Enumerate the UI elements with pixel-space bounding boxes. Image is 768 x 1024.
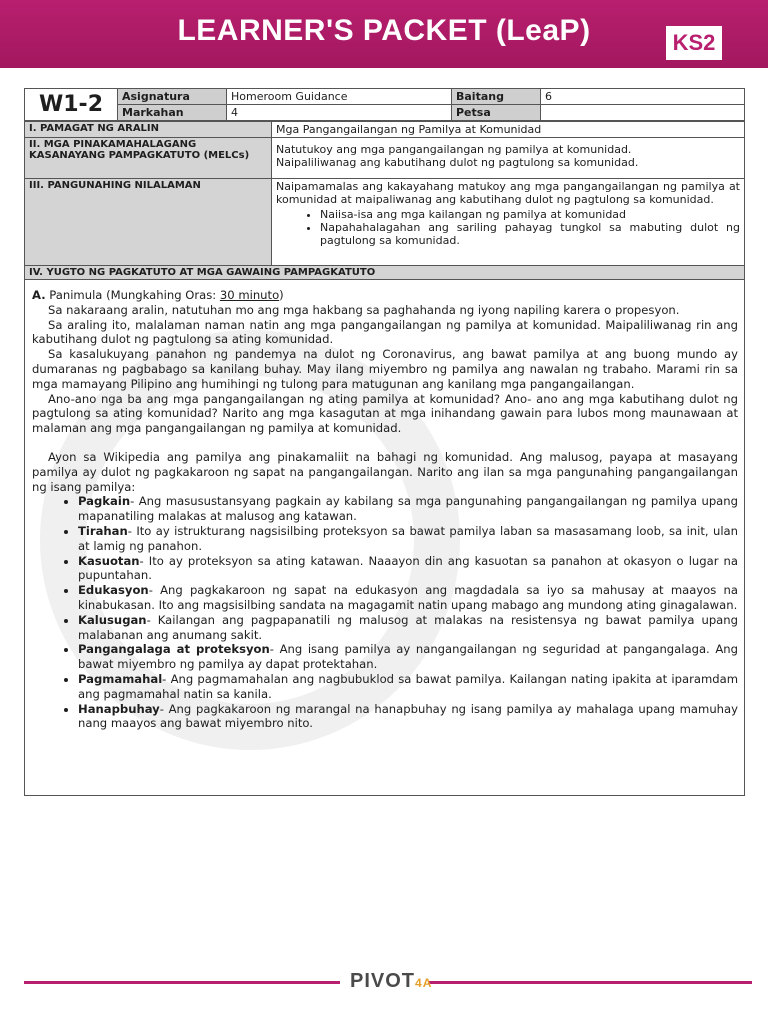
- petsa-value: [541, 105, 745, 121]
- part-a-close: ): [279, 288, 284, 302]
- info-table: [24, 88, 745, 121]
- baitang-value: 6: [541, 89, 745, 105]
- ks-badge: KS2: [666, 26, 722, 60]
- list-item: • Hanapbuhay- Ang pagkakaroon ng marangal na hanapbuhay ng isang pamilya ay mahalaga upang mamuhay nang maayos ang bawat miyembro nito.: [78, 702, 738, 732]
- list-item: • Pagmamahal- Ang pagmamahalan ang nagbubuklod sa bawat pamilya. Kailangan nating ipakita at iparamdam ang pagmamahal natin sa kanila.: [78, 672, 738, 702]
- needs-list: [32, 494, 738, 731]
- melc-1: Natutukoy ang mga pangangailangan ng pamilya at komunidad.: [276, 143, 632, 156]
- part-a-time: 30 minuto: [219, 288, 280, 302]
- list-item: • Kalusugan- Kailangan ang pagpapanatili ng malusog at malakas na resistensya ng bawat pamilya upang malabanan ang anumang sakit.: [78, 613, 738, 643]
- content-bullet-2: • Napahahalagahan ang sariling pahayag tungkol sa mabuting dulot ng pagtulong sa komunidad.: [320, 221, 740, 247]
- footer-line-left: [24, 981, 340, 984]
- baitang-label: Baitang: [452, 89, 541, 105]
- markahan-label: Markahan: [118, 105, 227, 121]
- list-item: • Pangangalaga at proteksyon- Ang isang pamilya ay nangangailangan ng seguridad at pangangalaga. Ang bawat miyembro ng pamilya ay dapat protektahan.: [78, 642, 738, 672]
- markahan-value: 4: [227, 105, 452, 121]
- header-banner: [0, 0, 768, 68]
- asignatura-value: Homeroom Guidance: [227, 89, 452, 105]
- list-item: • Tirahan- Ito ay istrukturang nagsisilbing proteksyon sa bawat pamilya laban sa masasamang loob, sa init, ulan at lamig ng panahon.: [78, 524, 738, 554]
- list-item: • Kasuotan- Ito ay proteksyon sa ating katawan. Naaayon din ang kasuotan sa panahon at okasyon o lugar na pupuntahan.: [78, 554, 738, 584]
- section-4-label: IV. YUGTO NG PAGKATUTO AT MGA GAWAING PAMPAGKATUTO: [25, 266, 745, 280]
- list-item: • Edukasyon- Ang pagkakaroon ng sapat na edukasyon ang magdadala sa iyo sa mahusay at maayos na kinabukasan. Ito ang magsisilbing sandata na magagamit natin upang mabago ang mundong ating ginagalawan.: [78, 583, 738, 613]
- part-a-title: Panimula (Mungkahing Oras:: [49, 288, 220, 302]
- list-item: • Pagkain- Ang masusustansyang pagkain ay kabilang sa mga pangunahing pangangailangan ng pamilya upang mapanatiling malakas at malusog ang katawan.: [78, 494, 738, 524]
- lesson-table: [24, 121, 745, 280]
- lesson-body: [32, 288, 738, 731]
- section-1-label: I. PAMAGAT NG ARALIN: [25, 122, 272, 138]
- paragraph-4: Ano-ano nga ba ang mga pangangailangan ng ating pamilya at komunidad? Ano- ano ang mga kabutihang dulot ng pagtulong sa ating komunidad? Narito ang mga kasagutan at mga inihandang gawain para lubos mong maunawaan at malaman ang mga pangangailangan ng pamilya at komunidad.: [32, 391, 738, 436]
- section-2-label: II. MGA PINAKAMAHALAGANG KASANAYANG PAMPAGKATUTO (MELCs): [25, 138, 272, 179]
- paragraph-3: Sa kasalukuyang panahon ng pandemya na dulot ng Coronavirus, ang bawat pamilya at ang buong mundo ay dumaranas ng pagbabago sa kanilang buhay. May ilang miyembro ng pamilya ang nawalan ng trabaho. Marami rin sa mga mamayang Pilipino ang humihingi ng tulong para matugunan ang kanilang mga pangangailangan.: [32, 347, 738, 391]
- melc-2: Naipaliliwanag ang kabutihang dulot ng pagtulong sa komunidad.: [276, 156, 639, 169]
- week-label: W1-2: [25, 89, 118, 121]
- lesson-title: Mga Pangangailangan ng Pamilya at Komunidad: [272, 122, 745, 138]
- pivot-logo: PIVOT4A: [350, 970, 433, 992]
- content-text: Naipamamalas ang kakayahang matukoy ang mga pangangailangan ng pamilya at komunidad at maipaliwanag ang kabutihang dulot ng pagtulong sa komunidad.: [276, 180, 740, 206]
- content-bullet-1: • Naiisa-isa ang mga kailangan ng pamilya at komunidad: [320, 208, 740, 221]
- paragraph-1: Sa nakaraang aralin, natutuhan mo ang mga hakbang sa paghahanda ng iyong napiling karera o propesyon.: [48, 302, 680, 317]
- asignatura-label: Asignatura: [118, 89, 227, 105]
- paragraph-2: Sa araling ito, malalaman naman natin ang mga pangangailangan ng pamilya at komunidad. Maipaliliwanag rin ang kabutihang dulot ng pagtulong sa ating komunidad.: [32, 317, 738, 347]
- paragraph-5: Ayon sa Wikipedia ang pamilya ang pinakamaliit na bahagi ng komunidad. Ang malusog, payapa at masayang pamilya ay dulot ng pagkakaroon ng sapat na pangangailangan. Narito ang ilan sa mga pangunahing pangangailangan ng isang pamilya:: [32, 449, 738, 494]
- packet-title: LEARNER'S PACKET (LeaP): [177, 14, 591, 47]
- section-3-label: III. PANGUNAHING NILALAMAN: [25, 179, 272, 266]
- part-a-letter: A.: [32, 288, 46, 302]
- footer-line-right: [428, 981, 752, 984]
- petsa-label: Petsa: [452, 105, 541, 121]
